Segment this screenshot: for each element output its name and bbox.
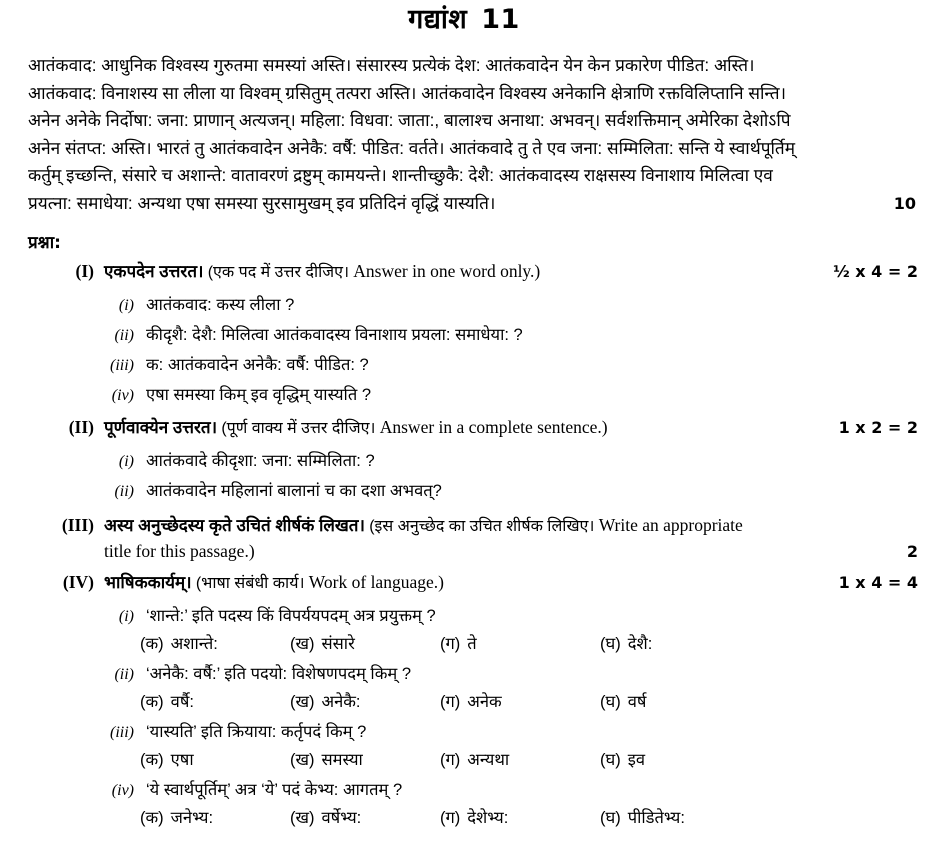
- section-I-number: (I): [75, 261, 94, 282]
- mcq-text: ‘ये स्वार्थपूर्तिम्’ अत्र ‘ये’ पदं केभ्य: आगतम् ?: [146, 781, 403, 800]
- mcq-option-key: (ख): [290, 809, 315, 828]
- subquestion-text: आतंकवादेन महिलानां बालानां च का दशा अभवत्?: [146, 482, 442, 501]
- mcq-option-key: (ग): [440, 809, 461, 828]
- mcq-option-key: (ग): [440, 693, 461, 712]
- subquestion-number: (ii): [114, 483, 134, 501]
- mcq-option[interactable]: [290, 805, 440, 828]
- section-I: [0, 259, 928, 405]
- subquestion-number: (ii): [114, 327, 134, 345]
- section-I-header: [58, 259, 918, 285]
- subquestion-number: (iv): [111, 387, 134, 405]
- section-IV-hindi: (भाषा संबंधी कार्य।: [195, 575, 305, 593]
- section-III-number: (III): [61, 515, 94, 536]
- mcq-option-key: (घ): [600, 809, 621, 828]
- mcq-option[interactable]: [290, 747, 440, 770]
- mcq-text: ‘अनेकै: वर्षै:’ इति पदयो: विशेषणपदम् किम् ?: [146, 665, 412, 684]
- page-title-number: 11: [481, 4, 520, 35]
- mcq-option-key: (ग): [440, 751, 461, 770]
- mcq-option-value: जनेभ्य:: [170, 809, 214, 828]
- section-I-marks: ½ x 4 = 2: [833, 262, 918, 282]
- section-III-body: [104, 513, 918, 539]
- section-II: [0, 415, 928, 501]
- subquestion-text: क: आतंकवादेन अनेकै: वर्षै: पीडित: ?: [146, 356, 369, 375]
- mcq-option-value: एषा: [170, 751, 194, 770]
- mcq-option-value: अशान्ते:: [170, 635, 218, 654]
- section-IV-header: [58, 570, 918, 596]
- subquestion-text: आतंकवादे कीदृशा: जना: सम्मिलिता: ?: [146, 452, 375, 471]
- mcq-options: [140, 805, 928, 828]
- questions-heading: प्रश्ना:: [28, 233, 61, 254]
- section-II-body: [104, 415, 821, 441]
- mcq-question: [104, 603, 928, 626]
- section-I-sanskrit: एकपदेन उत्तरत।: [104, 262, 204, 282]
- mcq-option-value: वर्षै:: [170, 693, 194, 712]
- mcq-option-key: (घ): [600, 693, 621, 712]
- subquestion: [104, 292, 928, 315]
- mcq-option-value: अनेक: [467, 693, 502, 712]
- subquestion-number: (i): [118, 453, 134, 471]
- mcq-option[interactable]: [140, 631, 290, 654]
- section-IV-english: Work of language.): [308, 572, 444, 593]
- mcq-option[interactable]: [600, 689, 770, 712]
- passage-line: अनेन संतप्त: अस्ति। भारतं तु आतंकवादेन अनेकै: वर्षै: पीडित: वर्तते। आतंकवादे तु ते एव जना: सम्मिलिता: सन्ति ये स्वार्थपूर्तिम्: [28, 137, 796, 158]
- mcq-option-value: समस्या: [321, 751, 363, 770]
- section-IV-number: (IV): [62, 572, 94, 593]
- passage-line: आतंकवाद: विनाशस्य सा लीला या विश्वम् ग्रसितुम् तत्परा अस्ति। आतंकवादेन विश्वस्य अनेकानि क्षेत्राणि रक्तविलिप्तानि सन्ति।: [28, 82, 787, 103]
- section-IV-marks: 1 x 4 = 4: [838, 573, 918, 593]
- subquestion-text: कीदृशै: देशै: मिलित्वा आतंकवादस्य विनाशाय प्रयला: समाधेया: ?: [146, 326, 523, 345]
- section-III-english: Write an appropriate: [598, 515, 743, 536]
- mcq-number: (iv): [111, 782, 134, 800]
- subquestion-text: एषा समस्या किम् इव वृद्धिम् यास्यति ?: [146, 386, 371, 405]
- subquestion: [104, 448, 928, 471]
- passage-marks: 10: [893, 193, 916, 213]
- mcq-option-key: (क): [140, 751, 164, 770]
- section-II-header: [58, 415, 918, 441]
- mcq-option[interactable]: [140, 689, 290, 712]
- mcq-option[interactable]: [600, 747, 770, 770]
- mcq-option[interactable]: [140, 747, 290, 770]
- section-II-hindi: (पूर्ण वाक्य में उत्तर दीजिए।: [221, 420, 376, 438]
- passage-line: प्रयत्ना: समाधेया: अन्यथा एषा समस्या सुरसामुखम् इव प्रतिदिनं वृद्धिं यास्यति।: [28, 192, 496, 213]
- section-III-sanskrit: अस्य अनुच्छेदस्य कृते उचितं शीर्षकं लिखत।: [104, 516, 365, 536]
- subquestion: [104, 352, 928, 375]
- subquestion-number: (i): [118, 297, 134, 315]
- mcq-option[interactable]: [440, 689, 600, 712]
- section-I-hindi: (एक पद में उत्तर दीजिए।: [207, 264, 350, 282]
- mcq-option[interactable]: [290, 689, 440, 712]
- mcq-option-key: (क): [140, 809, 164, 828]
- mcq-option-value: इव: [627, 751, 646, 770]
- mcq-option-key: (घ): [600, 751, 621, 770]
- mcq-option-value: वर्षेभ्य:: [321, 809, 362, 828]
- section-III-continuation-row: [104, 539, 918, 564]
- mcq-option-key: (घ): [600, 635, 621, 654]
- mcq-option-value: देशै:: [627, 635, 653, 654]
- mcq-options: [140, 689, 928, 712]
- passage-line: अनेन अनेके निर्दोषा: जना: प्राणान् अत्यजन्। महिला: विधवा: जाता:, बालाश्च अनाथा: अभवन्। सर्वशक्तिमान् अमेरिका देशोऽपि: [28, 110, 791, 131]
- mcq-option[interactable]: [140, 805, 290, 828]
- section-I-english: Answer in one word only.): [353, 261, 541, 282]
- mcq-option-value: देशेभ्य:: [467, 809, 509, 828]
- mcq-option-key: (क): [140, 693, 164, 712]
- mcq-question: [104, 777, 928, 800]
- passage-line-last: [28, 190, 916, 218]
- mcq-number: (ii): [114, 666, 134, 684]
- mcq-option[interactable]: [600, 805, 770, 828]
- section-II-sanskrit: पूर्णवाक्येन उत्तरत।: [104, 418, 218, 438]
- section-IV: [0, 570, 928, 828]
- subquestion: [104, 322, 928, 345]
- mcq-option-value: संसारे: [321, 635, 355, 654]
- mcq-text: ‘शान्ते:’ इति पदस्य किं विपर्ययपदम् अत्र प्रयुक्तम् ?: [146, 607, 436, 626]
- mcq-option-key: (ख): [290, 751, 315, 770]
- subquestion: [104, 382, 928, 405]
- page-title-text: गद्यांश: [408, 4, 468, 35]
- mcq-option[interactable]: [290, 631, 440, 654]
- mcq-option[interactable]: [440, 805, 600, 828]
- mcq-option[interactable]: [600, 631, 770, 654]
- page-title: [0, 0, 928, 36]
- mcq-option-key: (क): [140, 635, 164, 654]
- mcq-option-value: ते: [467, 635, 477, 654]
- mcq-question: [104, 661, 928, 684]
- section-II-number: (II): [68, 417, 94, 438]
- passage-block: [28, 52, 916, 217]
- mcq-options: [140, 631, 928, 654]
- section-III-header: [58, 513, 918, 539]
- mcq-number: (iii): [110, 724, 134, 742]
- section-IV-body: [104, 570, 821, 596]
- mcq-question: [104, 719, 928, 742]
- mcq-option-value: अन्यथा: [467, 751, 510, 770]
- section-II-english: Answer in a complete sentence.): [379, 417, 608, 438]
- mcq-text: ‘यास्यति’ इति क्रियाया: कर्तृपदं किम् ?: [146, 723, 367, 742]
- section-III-continuation: title for this passage.): [104, 541, 255, 562]
- subquestion: [104, 478, 928, 501]
- subquestion-number: (iii): [110, 357, 134, 375]
- section-I-body: [104, 259, 815, 285]
- mcq-option-key: (ग): [440, 635, 461, 654]
- mcq-option-key: (ख): [290, 693, 315, 712]
- mcq-option[interactable]: [440, 631, 600, 654]
- subquestion-text: आतंकवाद: कस्य लीला ?: [146, 296, 295, 315]
- mcq-number: (i): [118, 608, 134, 626]
- mcq-option[interactable]: [440, 747, 600, 770]
- mcq-option-value: वर्ष: [627, 693, 647, 712]
- mcq-options: [140, 747, 928, 770]
- mcq-option-value: पीडितेभ्य:: [627, 809, 685, 828]
- mcq-option-key: (ख): [290, 635, 315, 654]
- section-IV-sanskrit: भाषिककार्यम्।: [104, 573, 192, 593]
- passage-line: कर्तुम् इच्छन्ति, संसारे च अशान्ते: वातावरणं द्रष्टुम् कामयन्ते। शान्तीच्छुकै: देशै: आतंकवादस्य राक्षसस्य विनाशाय मिलित्वा एव: [28, 165, 773, 186]
- section-III: [0, 513, 928, 564]
- section-III-marks: 2: [906, 542, 918, 562]
- section-II-marks: 1 x 2 = 2: [838, 418, 918, 438]
- passage-line: आतंकवाद: आधुनिक विश्वस्य गुरुतमा समस्यां अस्ति। संसारस्य प्रत्येकं देश: आतंकवादेन येन केन प्रकारेण पीडित: अस्ति।: [28, 55, 755, 76]
- mcq-option-value: अनेकै:: [321, 693, 361, 712]
- section-III-hindi: (इस अनुच्छेद का उचित शीर्षक लिखिए।: [369, 518, 595, 536]
